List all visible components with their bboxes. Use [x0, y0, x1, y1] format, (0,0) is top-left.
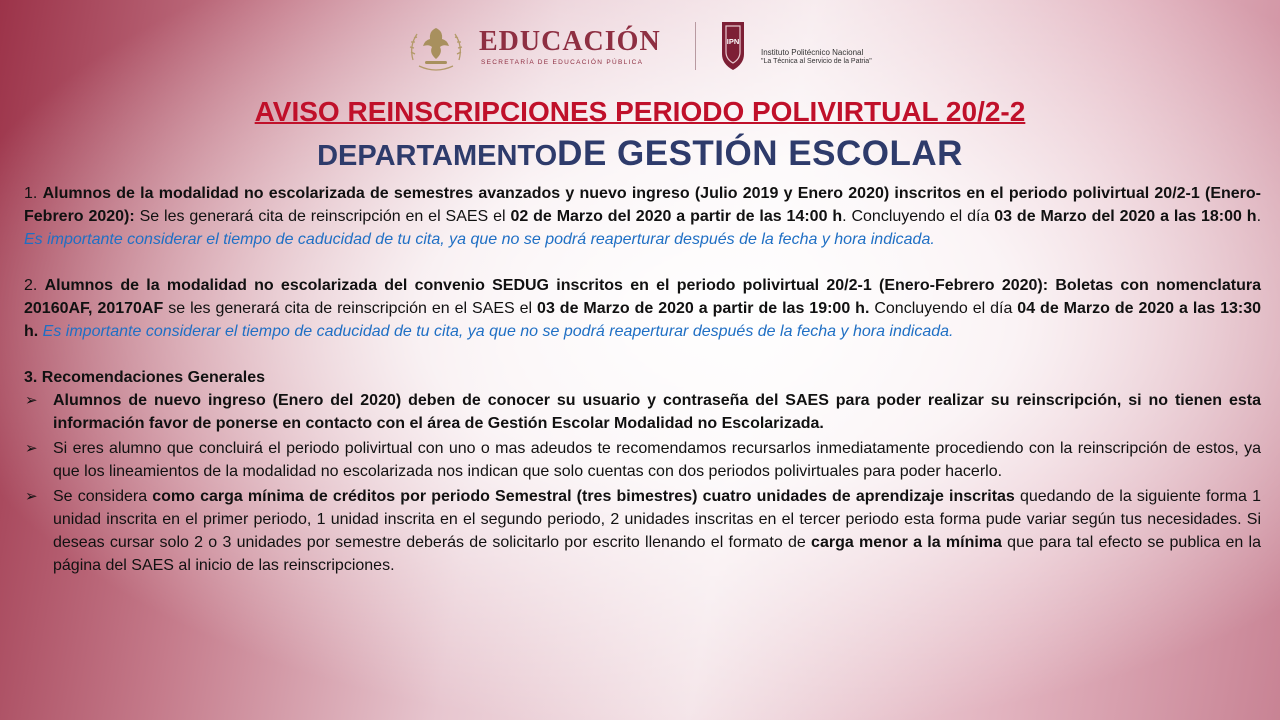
recommendation-text: Si eres alumno que concluirá el periodo polivirtual con uno o mas adeudos te recomendamos recursarlos inmediatamente procediendo con la reinscripción de estos, ya que los lineamientos de la modalidad no escolarizada nos indican que solo cuentas con dos periodos polivirtuales para poder hacerlo.	[53, 440, 1261, 480]
section-1-note: Es importante considerar el tiempo de caducidad de tu cita, ya que no se podrá reaperturar después de la fecha y hora indicada.	[24, 231, 935, 248]
department-title-part1: DEPARTAMENTO	[317, 140, 558, 172]
ipn-motto: "La Técnica al Servicio de la Patria"	[761, 58, 872, 65]
logo-divider	[695, 22, 696, 70]
section-1-number: 1.	[24, 185, 43, 202]
section-1-text: Se les generará cita de reinscripción en el SAES el	[134, 208, 511, 225]
section-2	[24, 274, 1261, 343]
recommendation-item	[24, 389, 1261, 435]
notice-title: AVISO REINSCRIPCIONES PERIODO POLIVIRTUAL 20/2-2	[254, 96, 1026, 127]
section-2-note: Es importante considerar el tiempo de caducidad de tu cita, ya que no se podrá reaperturar después de la fecha y hora indicada.	[42, 323, 954, 340]
recommendation-text: que para tal efecto se publica en la página del SAES al inicio de las reinscripciones.	[53, 534, 1261, 574]
section-2-end-date: 04 de Marzo de 2020 a las 13:30 h.	[24, 300, 1261, 340]
education-logo-title: EDUCACIÓN	[479, 26, 661, 57]
section-1-text: . Concluyendo el día	[842, 208, 995, 225]
recommendation-text: quedando de la siguiente forma 1 unidad inscrita en el primer periodo, 1 unidad inscrita en el segundo periodo, 2 unidades inscritas en el tercer periodo esta forma pude variar según tus necesidades. Si deseas cursar solo 2 o 3 unidades por semestre deberás de solicitarlo por escrito llenando el formato de	[53, 488, 1262, 551]
ipn-name: Instituto Politécnico Nacional	[761, 48, 864, 57]
recommendation-item	[24, 437, 1261, 483]
section-2-start-date: 03 de Marzo de 2020 a partir de las 19:00 h.	[537, 300, 870, 317]
recommendation-highlight: carga menor a la mínima	[811, 534, 1002, 551]
recommendation-highlight: como carga mínima de créditos por periodo Semestral (tres bimestres) cuatro unidades de aprendizaje inscritas	[152, 488, 1015, 505]
arrow-bullet-icon: ➢	[25, 440, 38, 457]
section-2-text: se les generará cita de reinscripción en el SAES el	[163, 300, 538, 317]
section-3-heading: 3. Recomendaciones Generales	[24, 369, 265, 386]
spacer	[24, 251, 1261, 274]
notice-body	[24, 182, 1261, 577]
section-1-text: .	[1256, 208, 1262, 225]
section-1-end-date: 03 de Marzo del 2020 a las 18:00 h	[994, 208, 1257, 225]
department-title-part2: DE GESTIÓN ESCOLAR	[557, 134, 963, 173]
recommendation-text: Alumnos de nuevo ingreso (Enero del 2020) deben de conocer su usuario y contraseña del SAES para poder realizar su reinscripción, si no tienen esta información favor de ponerse en contacto con el área de Gestión Escolar Modalidad no Escolarizada.	[53, 392, 1261, 432]
spacer	[24, 343, 1261, 366]
section-1-intro: Alumnos de la modalidad no escolarizada de semestres avanzados y nuevo ingreso (Julio 2019 y Enero 2020) inscritos en el periodo polivirtual 20/2-1 (Enero-Febrero 2020):	[24, 185, 1261, 225]
education-logo-subtitle: SECRETARÍA DE EDUCACIÓN PÚBLICA	[481, 59, 644, 66]
department-title	[0, 134, 1280, 174]
section-2-text: Concluyendo el día	[869, 300, 1018, 317]
arrow-bullet-icon: ➢	[25, 392, 38, 409]
ipn-emblem-icon	[717, 20, 749, 72]
mexico-seal-icon	[405, 20, 467, 74]
recommendation-text: Se considera	[53, 488, 153, 505]
section-1-start-date: 02 de Marzo del 2020 a partir de las 14:00 h	[510, 208, 843, 225]
section-2-number: 2.	[24, 277, 45, 294]
section-1	[24, 182, 1261, 251]
svg-text:IPN: IPN	[726, 37, 740, 46]
header-logos	[405, 18, 885, 74]
recommendation-item	[24, 485, 1261, 577]
section-2-intro: Alumnos de la modalidad no escolarizada del convenio SEDUG inscritos en el periodo polivirtual 20/2-1 (Enero-Febrero 2020): Boletas con nomenclatura 20160AF, 20170AF	[24, 277, 1261, 317]
arrow-bullet-icon: ➢	[25, 488, 38, 505]
